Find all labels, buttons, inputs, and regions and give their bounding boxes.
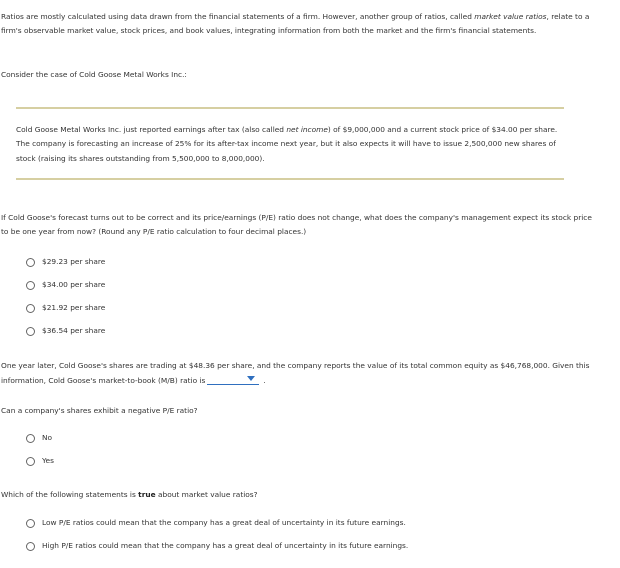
intro-emphasis: market value ratios	[474, 12, 547, 21]
q2-text-1: One year later, Cold Goose's shares are trading at $48.36 per share, and the company reports the value of its total common equity as $46,768,000. Given this information, Cold Goose's market-to-book (M/B) ratio is	[1, 361, 590, 386]
question-4-text	[1, 488, 607, 502]
radio-button[interactable]	[26, 281, 35, 290]
q3-option-1-label: No	[42, 432, 53, 442]
case-intro: Consider the case of Cold Goose Metal Works Inc.:	[1, 70, 187, 79]
radio-button[interactable]	[26, 519, 35, 528]
q4-strong: true	[138, 490, 156, 499]
q1-option-4-label: $36.54 per share	[42, 325, 106, 335]
mb-ratio-dropdown[interactable]	[207, 373, 259, 385]
q4-option-2-label: High P/E ratios could mean that the company has a great deal of uncertainty in its future earnings.	[42, 540, 409, 550]
radio-button[interactable]	[26, 457, 35, 466]
radio-button[interactable]	[26, 304, 35, 313]
case-box	[16, 107, 564, 180]
q1-option-3-label: $21.92 per share	[42, 302, 106, 312]
radio-button[interactable]	[26, 327, 35, 336]
radio-button[interactable]	[26, 434, 35, 443]
question-2-text	[1, 359, 601, 389]
q1-option-1-label: $29.23 per share	[42, 256, 106, 266]
q1-option-4[interactable]	[26, 324, 105, 338]
case-emphasis: net income	[286, 125, 328, 134]
case-text-2: ) of $9,000,000 and a current stock price of $34.00 per share. The company is forecasting an increase of 25% for its after-tax income next year, but it also expects it will have to issue 2,500,000 new shares of stock (raising its shares outstanding from 5,500,000 to 8,000,000).	[16, 125, 558, 163]
case-text	[16, 123, 564, 166]
q1-option-3[interactable]	[26, 301, 105, 315]
intro-paragraph	[1, 10, 607, 39]
q4-option-1-label: Low P/E ratios could mean that the company has a great deal of uncertainty in its future earnings.	[42, 517, 406, 527]
radio-button[interactable]	[26, 258, 35, 267]
q4-text-2: about market value ratios?	[155, 490, 258, 499]
q1-option-2[interactable]	[26, 278, 105, 292]
q3-option-2-label: Yes	[42, 455, 54, 465]
intro-text-1: Ratios are mostly calculated using data drawn from the financial statements of a firm. However, another group of ratios, called	[1, 12, 475, 21]
q3-option-2[interactable]	[26, 454, 54, 468]
question-3-text: Can a company's shares exhibit a negative P/E ratio?	[1, 406, 198, 415]
question-1-text: If Cold Goose's forecast turns out to be correct and its price/earnings (P/E) ratio does not change, what does the company's management expect its stock price to be one year from now? (Round any P/E ratio calculation to four decimal places.)	[1, 213, 592, 237]
q1-option-1[interactable]	[26, 255, 105, 269]
intro-text-2: , relate to a firm's observable market value, stock prices, and book values, integrating information from both the market and the firm's financial statements.	[1, 12, 590, 36]
q3-option-1[interactable]	[26, 431, 52, 445]
chevron-down-icon[interactable]	[247, 376, 255, 381]
q4-option-1[interactable]	[26, 516, 406, 530]
q4-option-2[interactable]	[26, 539, 408, 553]
q1-option-2-label: $34.00 per share	[42, 279, 106, 289]
q4-text-1: Which of the following statements is	[1, 490, 139, 499]
q2-text-2: .	[263, 376, 266, 386]
case-text-1: Cold Goose Metal Works Inc. just reported earnings after tax (also called	[16, 125, 287, 134]
radio-button[interactable]	[26, 542, 35, 551]
